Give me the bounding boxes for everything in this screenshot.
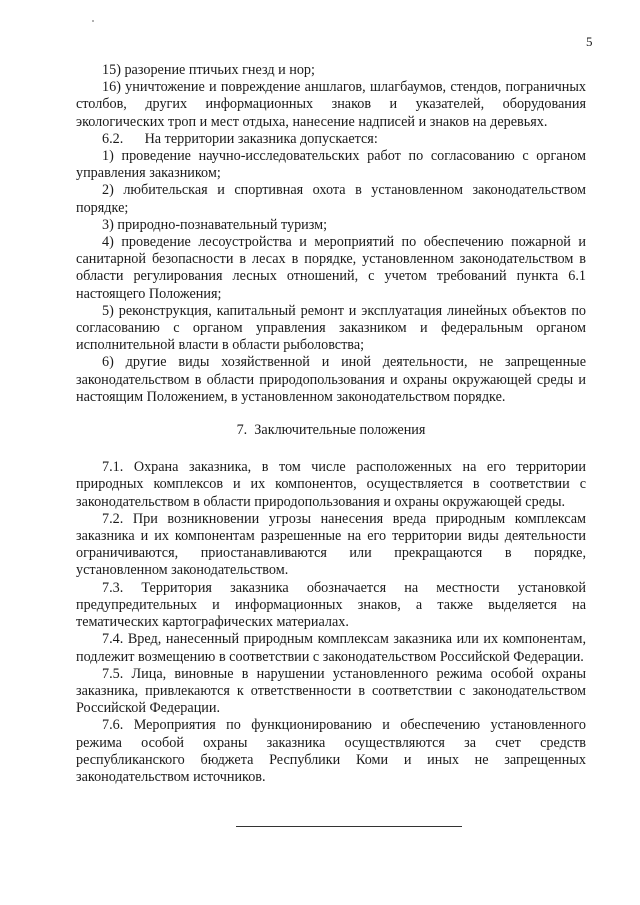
section-heading: 7. Заключительные положения (236, 422, 426, 439)
page-number: 5 (586, 34, 593, 49)
clause-paragraph: 7.6. Мероприятия по функционированию и обеспечению установленного режима особой охраны заказника осуществляются за счет средств республиканского бюджета Республики Коми и иных не запрещенных законодательством источников. (76, 717, 586, 785)
clause-paragraph: 7.5. Лица, виновные в нарушении установленного режима особой охраны заказника, привлекаются к ответственности в соответствии с законодательством Российской Федерации. (76, 665, 586, 717)
list-item: 4) проведение лесоустройства и мероприятий по обеспечению пожарной и санитарной безопасности в лесах в порядке, установленном законодательством в области регулирования лесных отношений, с учетом требований пункта 6.1 настоящего Положения; (76, 234, 586, 302)
list-item: 2) любительская и спортивная охота в установленном законодательством порядке; (76, 182, 586, 216)
clause-heading: 6.2. На территории заказника допускается: (102, 130, 378, 147)
clause-paragraph: 7.4. Вред, нанесенный природным комплексам заказника или их компонентам, подлежит возмещению в соответствии с законодательством Российской Федерации. (76, 631, 586, 665)
list-item: 16) уничтожение и повреждение аншлагов, шлагбаумов, стендов, пограничных столбов, других информационных знаков и указателей, оборудования экологических троп и мест отдыха, нанесение надписей и знаков на деревьях. (76, 79, 586, 130)
clause-paragraph: 7.1. Охрана заказника, в том числе расположенных на его территории природных комплексов и их компонентов, осуществляется в соответствии с законодательством в области природопользования и охраны окружающей среды. (76, 459, 586, 510)
list-item: 15) разорение птичьих гнезд и нор; (102, 62, 315, 78)
document-body (76, 62, 586, 786)
list-item: 3) природно-познавательный туризм; (102, 216, 328, 233)
scan-speck (92, 20, 94, 22)
clause-paragraph: 7.3. Территория заказника обозначается на местности установкой предупредительных и информационных знаков, а также выделяется на тематических картографических материалах. (76, 579, 586, 631)
clause-paragraph: 7.2. При возникновении угрозы нанесения вреда природным комплексам заказника и их компонентам разрешенные на его территории виды деятельности ограничиваются, приостанавливаются или прекращаются в порядке, установленном законодательством. (76, 510, 586, 579)
list-item: 1) проведение научно-исследовательских работ по согласованию с органом управления заказником; (76, 148, 586, 182)
closing-rule (236, 826, 462, 827)
list-item: 5) реконструкция, капитальный ремонт и эксплуатация линейных объектов по согласованию с органом управления заказником и федеральным органом исполнительной власти в области рыболовства; (76, 302, 586, 354)
list-item: 6) другие виды хозяйственной и иной деятельности, не запрещенные законодательством в области природопользования и охраны окружающей среды и настоящим Положением, в установленном законодательством порядке. (76, 354, 586, 405)
